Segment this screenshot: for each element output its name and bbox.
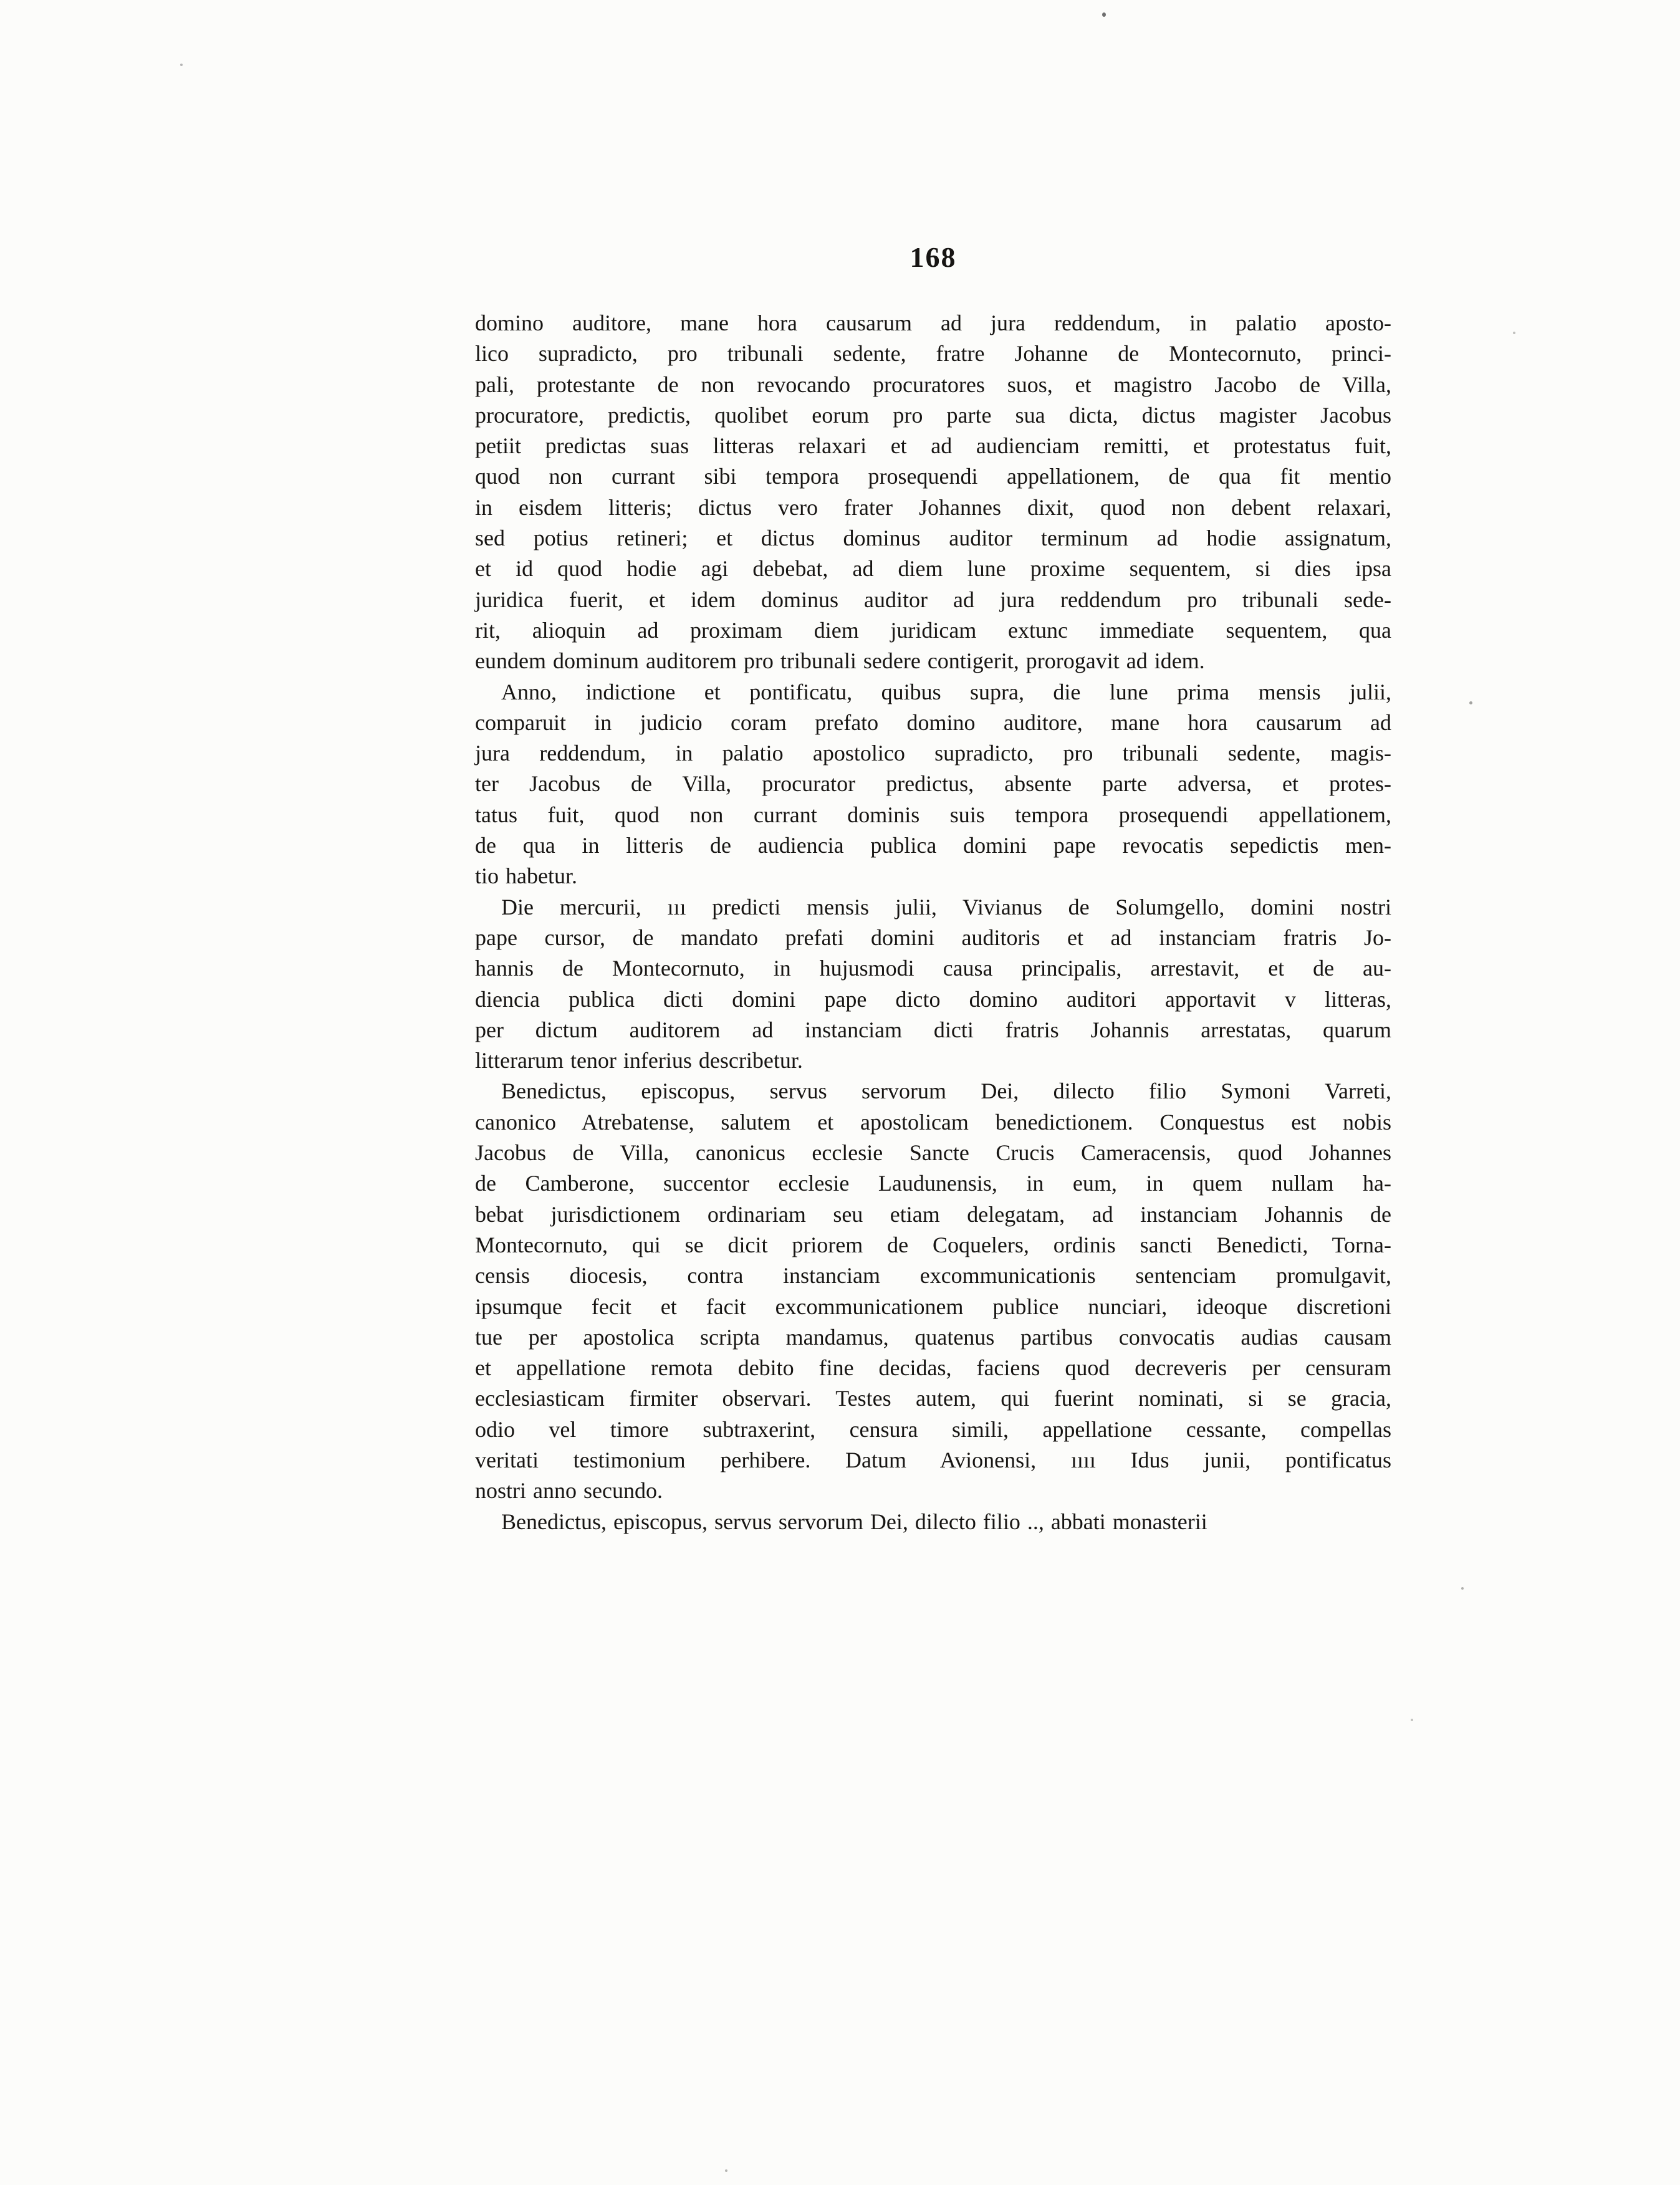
page-number: 168 — [910, 241, 957, 273]
text-line: juridica fuerit, et idem dominus auditor ad jura reddendum pro tribunali sede- — [475, 587, 1391, 612]
text-line: sed potius retineri; et dictus dominus auditor terminum ad hodie assignatum, — [475, 526, 1391, 551]
scan-speck — [1513, 332, 1515, 334]
text-line: Anno, indictione et pontificatu, quibus supra, die lune prima mensis julii, — [501, 679, 1391, 704]
text-line: Benedictus, episcopus, servus servorum Dei, dilecto filio Symoni Varreti, — [501, 1078, 1391, 1104]
text-line: jura reddendum, in palatio apostolico supradicto, pro tribunali sedente, magis- — [475, 741, 1391, 766]
text-block — [475, 308, 1391, 1537]
text-line: Jacobus de Villa, canonicus ecclesie Sancte Crucis Cameracensis, quod Johannes — [475, 1140, 1391, 1166]
text-line: Benedictus, episcopus, servus servorum Dei, dilecto filio .., abbati monasterii — [501, 1509, 1207, 1534]
text-line: petiit predictas suas litteras relaxari et ad audienciam remitti, et protestatus fuit, — [475, 433, 1391, 459]
text-line: Die mercurii, ııı predicti mensis julii, Vivianus de Solumgello, domini nostri — [501, 894, 1391, 920]
text-line: et appellatione remota debito fine decidas, faciens quod decreveris per censuram — [475, 1355, 1391, 1381]
text-line: diencia publica dicti domini pape dicto domino auditori apportavit v litteras, — [475, 986, 1391, 1012]
text-line: de qua in litteris de audiencia publica domini pape revocatis sepedictis men- — [475, 833, 1391, 858]
text-line: odio vel timore subtraxerint, censura simili, appellatione cessante, compellas — [475, 1416, 1391, 1442]
text-line: tue per apostolica scripta mandamus, quatenus partibus convocatis audias causam — [475, 1324, 1391, 1350]
scan-speck — [180, 64, 183, 66]
paragraph — [475, 1076, 1391, 1506]
text-line: tatus fuit, quod non currant dominis suis tempora prosequendi appellationem, — [475, 802, 1391, 827]
text-line: canonico Atrebatense, salutem et apostolicam benedictionem. Conquestus est nobis — [475, 1109, 1391, 1135]
text-line: de Camberone, succentor ecclesie Laudunensis, in eum, in quem nullam ha- — [475, 1171, 1391, 1196]
text-line: litterarum tenor inferius describetur. — [475, 1048, 803, 1073]
paragraph — [475, 677, 1391, 892]
text-line: in eisdem litteris; dictus vero frater Johannes dixit, quod non debent relaxari, — [475, 494, 1391, 520]
scan-speck — [1102, 12, 1106, 17]
text-line: nostri anno secundo. — [475, 1478, 663, 1504]
text-line: domino auditore, mane hora causarum ad jura reddendum, in palatio aposto- — [475, 310, 1391, 335]
text-line: procuratore, predictis, quolibet eorum pro parte sua dicta, dictus magister Jacobus — [475, 402, 1391, 428]
text-line: et id quod hodie agi debebat, ad diem lune proxime sequentem, si dies ipsa — [475, 556, 1391, 582]
text-line: quod non currant sibi tempora prosequendi appellationem, de qua fit mentio — [475, 464, 1391, 489]
paragraph — [475, 1507, 1391, 1537]
scan-speck — [1411, 1719, 1413, 1721]
text-line: censis diocesis, contra instanciam excommunicationis sentenciam promulgavit, — [475, 1263, 1391, 1289]
text-line: ter Jacobus de Villa, procurator predictus, absente parte adversa, et protes- — [475, 771, 1391, 797]
text-line: comparuit in judicio coram prefato domino auditore, mane hora causarum ad — [475, 709, 1391, 735]
text-line: pape cursor, de mandato prefati domini auditoris et ad instanciam fratris Jo- — [475, 924, 1391, 950]
paragraph — [475, 892, 1391, 1077]
text-line: pali, protestante de non revocando procuratores suos, et magistro Jacobo de Villa, — [475, 372, 1391, 397]
text-line: veritati testimonium perhibere. Datum Avionensi, ıııı Idus junii, pontificatus — [475, 1447, 1391, 1472]
scan-speck — [1469, 701, 1472, 704]
text-line: rit, alioquin ad proximam diem juridicam extunc immediate sequentem, qua — [475, 617, 1391, 643]
text-line: bebat jurisdictionem ordinariam seu etiam delegatam, ad instanciam Johannis de — [475, 1201, 1391, 1227]
text-line: Montecornuto, qui se dicit priorem de Coquelers, ordinis sancti Benedicti, Torna- — [475, 1232, 1391, 1257]
paragraph — [475, 308, 1391, 677]
text-line: eundem dominum auditorem pro tribunali sedere contigerit, prorogavit ad idem. — [475, 648, 1205, 674]
text-line: ipsumque fecit et facit excommunicationem publice nunciari, ideoque discretioni — [475, 1294, 1391, 1319]
text-line: per dictum auditorem ad instanciam dicti fratris Johannis arrestatas, quarum — [475, 1017, 1391, 1042]
text-line: lico supradicto, pro tribunali sedente, fratre Johanne de Montecornuto, princi- — [475, 341, 1391, 367]
text-line: hannis de Montecornuto, in hujusmodi causa principalis, arrestavit, et de au- — [475, 956, 1391, 981]
scan-speck — [1461, 1587, 1464, 1590]
text-line: ecclesiasticam firmiter observari. Testes autem, qui fuerint nominati, si se gracia, — [475, 1386, 1391, 1411]
scan-speck — [725, 2169, 727, 2172]
text-line: tio habetur. — [475, 863, 577, 889]
